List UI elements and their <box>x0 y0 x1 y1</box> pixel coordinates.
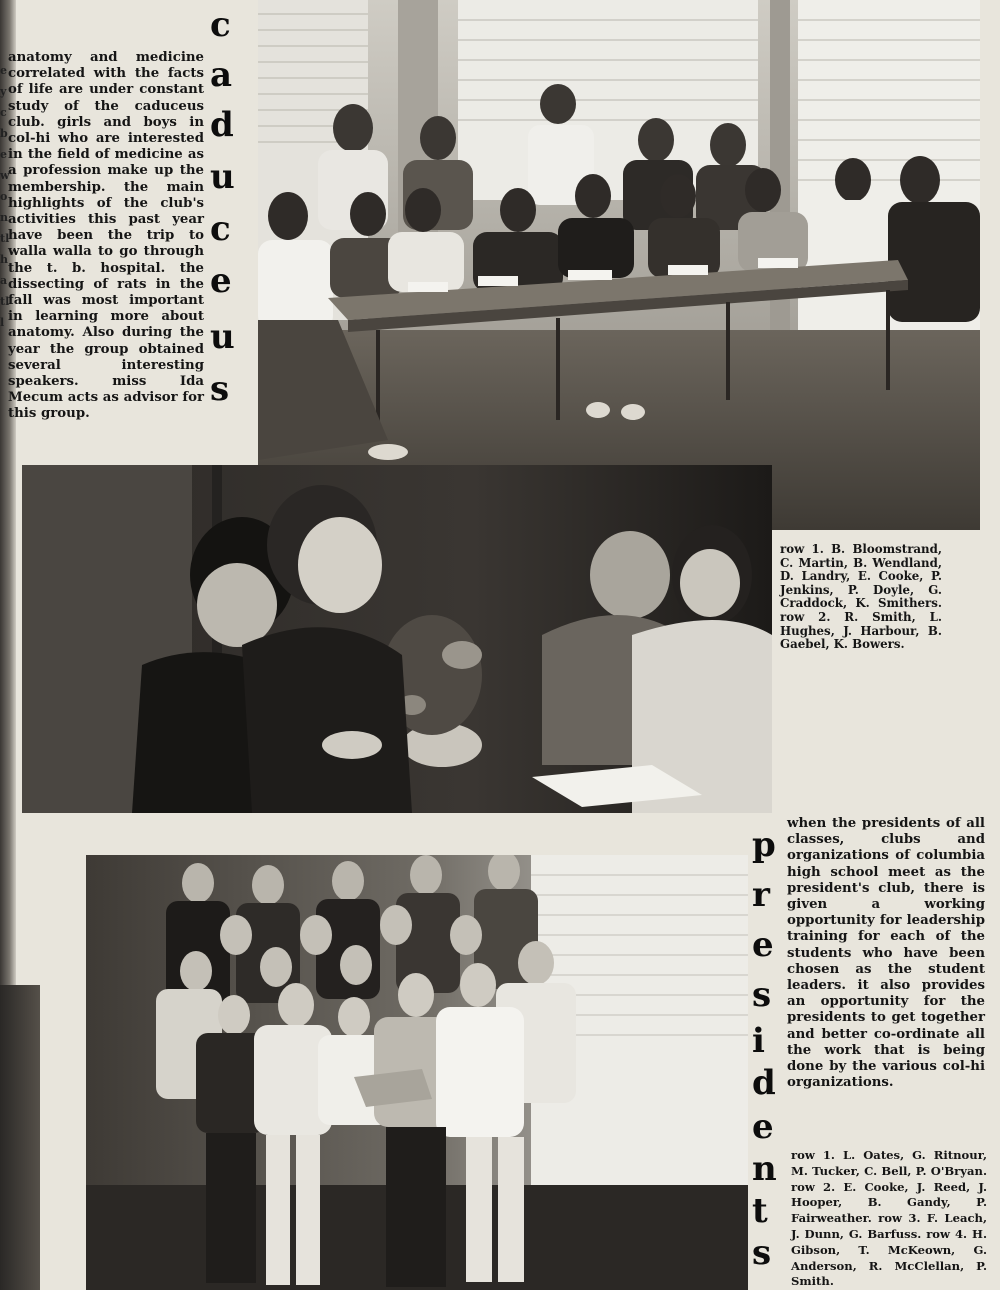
heading-letter: a <box>210 55 233 95</box>
margin-fragment: tl <box>0 232 10 245</box>
margin-fragment: e <box>0 148 7 161</box>
margin-fragment: b <box>0 127 8 140</box>
heading-letter: s <box>210 369 230 409</box>
margin-fragment: c <box>0 106 7 119</box>
margin-fragment: tl <box>0 295 10 308</box>
heading-letter: s <box>752 1233 772 1273</box>
club-activity-photo <box>22 465 772 813</box>
caduceus-group-photo <box>258 0 980 530</box>
heading-letter: t <box>752 1191 768 1231</box>
heading-letter: d <box>210 105 234 145</box>
heading-letter: r <box>752 875 770 915</box>
heading-letter: c <box>210 5 231 45</box>
presidents-club-photo <box>86 855 748 1290</box>
margin-fragment: a <box>0 274 8 287</box>
caduceus-roster: row 1. B. Bloomstrand, C. Martin, B. Wendland, D. Landry, E. Cooke, P. Jenkins, P. Doyle, G. Craddock, K. Smithers. row 2. R. Smith, L. Hughes, J. Harbour, B. Gaebel, K. Bowers. <box>780 542 942 652</box>
heading-letter: s <box>752 975 772 1015</box>
heading-letter: e <box>752 1107 774 1147</box>
margin-fragment: e <box>0 64 7 77</box>
presidents-heading <box>752 825 786 1278</box>
heading-letter: d <box>752 1063 776 1103</box>
caduceus-heading <box>210 5 240 409</box>
heading-letter: c <box>210 209 231 249</box>
margin-fragment: w <box>0 169 10 182</box>
margin-fragment: h <box>0 253 8 266</box>
margin-fragment: y <box>0 85 7 98</box>
heading-letter: u <box>210 157 235 197</box>
presidents-roster: row 1. L. Oates, G. Ritnour, M. Tucker, C. Bell, P. O'Bryan. row 2. E. Cooke, J. Reed, J. Hooper, B. Gandy, P. Fairweather. row 3. F. Leach, J. Dunn, G. Barfuss. row 4. H. Gibson, T. McKeown, G. Anderson, R. McClellan, P. Smith. <box>791 1148 987 1289</box>
presidents-description: when the presidents of all classes, clubs and organizations of columbia high school meet as the president's club, there is given a working opportunity for leadership training for each of the students who have been chosen as the student leaders. it also provides an opportunity for the presidents to get together and better co-ordinate all the work that is being done by the various col-hi organizations. <box>787 816 985 1091</box>
heading-letter: i <box>752 1021 765 1061</box>
heading-letter: n <box>752 1149 777 1189</box>
adjacent-page-photo-edge <box>0 985 40 1290</box>
heading-letter: e <box>752 925 774 965</box>
margin-fragment: o <box>0 190 8 203</box>
margin-fragment: l <box>0 316 5 329</box>
heading-letter: p <box>752 825 776 865</box>
heading-letter: e <box>210 261 232 301</box>
margin-fragment: n <box>0 211 8 224</box>
heading-letter: u <box>210 317 235 357</box>
caduceus-description: anatomy and medicine correlated with the facts of life are under constant study of the caduceus club. girls and boys in col-hi who are interested in the field of medicine as a profession make up the membership. the main highlights of the club's activities this past year have been the trip to walla walla to go through the t. b. hospital. the dissecting of rats in the fall was most important in learning more about anatomy. Also during the year the group obtained several interesting speakers. miss Ida Mecum acts as advisor for this group. <box>8 50 204 422</box>
